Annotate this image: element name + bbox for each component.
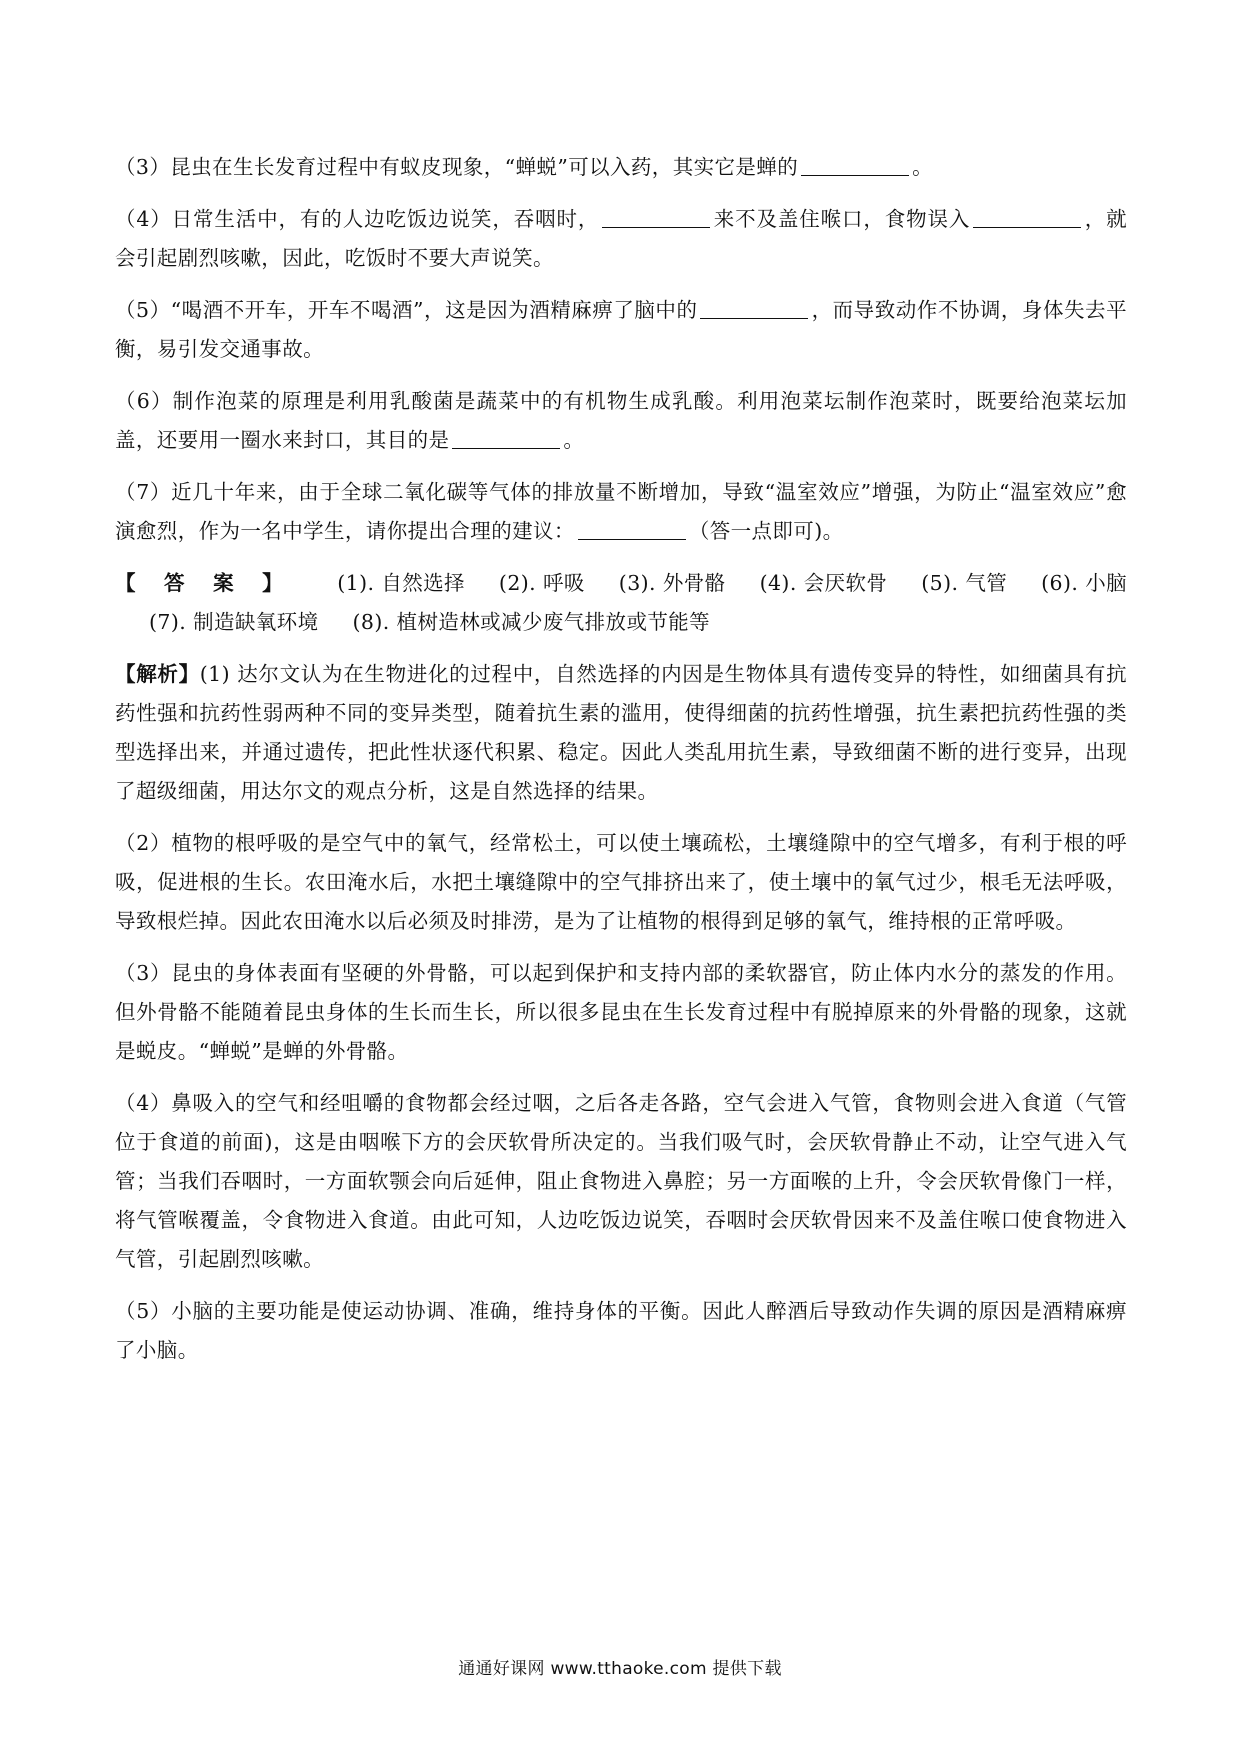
question-3-text: （3）昆虫在生长发育过程中有蚁皮现象，“蝉蜕”可以入药，其实它是蝉的 xyxy=(115,155,799,179)
document-body xyxy=(115,148,1127,1383)
analysis-label: 【解析】 xyxy=(115,662,200,686)
answer-item: (3). 外骨骼 xyxy=(618,571,726,595)
question-5 xyxy=(115,291,1127,369)
analysis-paragraph-3: （3）昆虫的身体表面有坚硬的外骨骼，可以起到保护和支持内部的柔软器官，防止体内水分的蒸发的作用。但外骨骼不能随着昆虫身体的生长而生长，所以很多昆虫在生长发育过程中有脱掉原来的外骨骼的现象，这就是蜕皮。“蝉蜕”是蝉的外骨骼。 xyxy=(115,961,1127,1063)
question-4-text-2: 来不及盖住喉口，食物误入 xyxy=(713,207,971,231)
question-7-text: （7）近几十年来，由于全球二氧化碳等气体的排放量不断增加，导致“温室效应”增强，为防止“温室效应”愈演愈烈，作为一名中学生，请你提出合理的建议： xyxy=(115,480,1127,543)
answer-blank xyxy=(452,447,560,449)
answer-blank xyxy=(578,538,686,540)
answer-item: (6). 小脑 xyxy=(1041,571,1127,595)
question-7 xyxy=(115,473,1127,551)
question-4-text-1: （4）日常生活中，有的人边吃饭边说笑，吞咽时， xyxy=(115,207,600,231)
question-6-text: （6）制作泡菜的原理是利用乳酸菌是蔬菜中的有机物生成乳酸。利用泡菜坛制作泡菜时，既要给泡菜坛加盖，还要用一圈水来封口，其目的是 xyxy=(115,389,1127,452)
answer-blank xyxy=(973,226,1081,228)
answer-item: (5). 气管 xyxy=(921,571,1008,595)
analysis-paragraph-4: （4）鼻吸入的空气和经咀嚼的食物都会经过咽，之后各走各路，空气会进入气管，食物则会进入食道（气管位于食道的前面)，这是由咽喉下方的会厌软骨所决定的。当我们吸气时，会厌软骨静止不动，让空气进入气管；当我们吞咽时，一方面软颚会向后延伸，阻止食物进入鼻腔；另一方面喉的上升，令会厌软骨像门一样，将气管喉覆盖，令食物进入食道。由此可知，人边吃饭边说笑，吞咽时会厌软骨因来不及盖住喉口使食物进入气管，引起剧烈咳嗽。 xyxy=(115,1091,1127,1271)
page-footer: 通通好课网 www.tthaoke.com 提供下载 xyxy=(458,1659,782,1679)
answer-label: 【答案】 xyxy=(115,571,312,595)
answer-item: (4). 会厌软骨 xyxy=(759,571,888,595)
question-4-text-3: ，就会引起剧烈咳嗽，因此，吃饭时不要大声说笑。 xyxy=(115,207,1127,270)
answer-item: (2). 呼吸 xyxy=(498,571,585,595)
analysis-paragraph-1 xyxy=(115,655,1127,811)
question-5-text: （5）“喝酒不开车，开车不喝酒”，这是因为酒精麻痹了脑中的 xyxy=(115,298,698,322)
question-7-end: （答一点即可)。 xyxy=(688,519,844,543)
answer-section xyxy=(115,564,1127,642)
question-6 xyxy=(115,382,1127,460)
analysis-paragraph-2: （2）植物的根呼吸的是空气中的氧气，经常松土，可以使土壤疏松，土壤缝隙中的空气增多，有利于根的呼吸，促进根的生长。农田淹水后，水把土壤缝隙中的空气排挤出来了，使土壤中的氧气过少，根毛无法呼吸，导致根烂掉。因此农田淹水以后必须及时排涝，是为了让植物的根得到足够的氧气，维持根的正常呼吸。 xyxy=(115,831,1127,933)
question-6-end: 。 xyxy=(563,428,585,452)
answer-blank xyxy=(602,226,710,228)
answer-item: (8). 植树造林或减少废气排放或节能等 xyxy=(352,610,711,634)
question-3 xyxy=(115,148,1127,187)
answer-item: (7). 制造缺氧环境 xyxy=(149,610,319,634)
answer-blank xyxy=(801,174,909,176)
answer-item: (1). 自然选择 xyxy=(337,571,465,595)
analysis-paragraph-5: （5）小脑的主要功能是使运动协调、准确，维持身体的平衡。因此人醉酒后导致动作失调的原因是酒精麻痹了小脑。 xyxy=(115,1299,1127,1362)
question-3-end: 。 xyxy=(912,155,934,179)
answer-blank xyxy=(700,317,808,319)
question-5-end: ，而导致动作不协调，身体失去平衡，易引发交通事故。 xyxy=(115,298,1127,361)
analysis-text-1: (1) 达尔文认为在生物进化的过程中，自然选择的内因是生物体具有遗传变异的特性，如细菌具有抗药性强和抗药性弱两种不同的变异类型，随着抗生素的滥用，使得细菌的抗药性增强，抗生素把抗药性强的类型选择出来，并通过遗传，把此性状逐代积累、稳定。因此人类乱用抗生素，导致细菌不断的进行变异，出现了超级细菌，用达尔文的观点分析，这是自然选择的结果。 xyxy=(115,662,1128,803)
question-4 xyxy=(115,200,1127,278)
